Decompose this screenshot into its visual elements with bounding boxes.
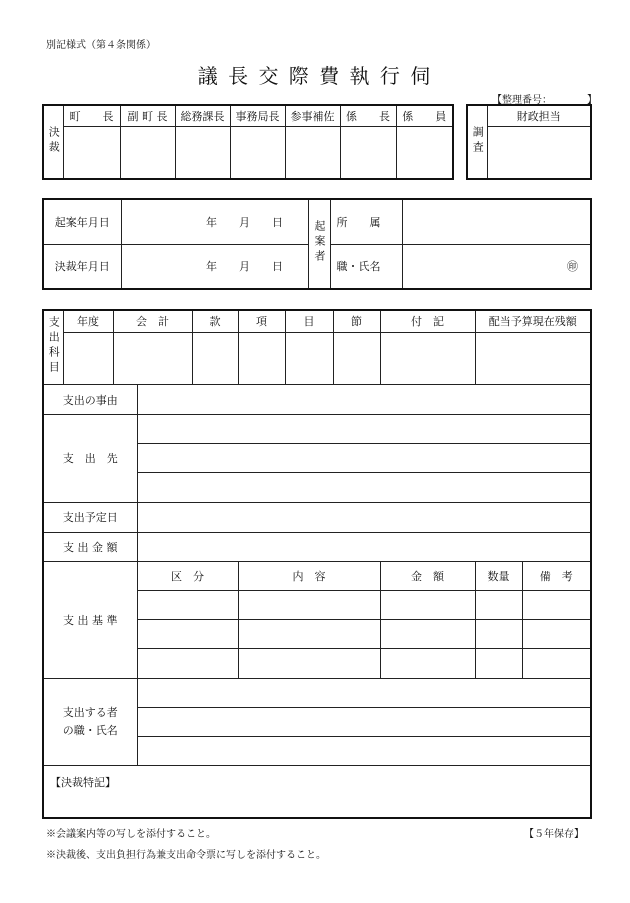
approval-stamp-cell[interactable] [120,126,175,179]
approval-stamp-cell[interactable] [285,126,340,179]
criteria-cell[interactable] [137,620,238,649]
payee-field[interactable] [137,473,591,502]
account-cell[interactable] [63,332,113,384]
approval-stamp-cell[interactable] [175,126,230,179]
approval-col-chief: 係 長 [340,105,396,126]
reason-field[interactable] [137,384,591,414]
special-notes-field[interactable] [43,766,591,818]
amount-field[interactable] [137,532,591,561]
payee-label: 支 出 先 [43,415,137,503]
account-col-note: 付 記 [380,310,475,332]
payee-field[interactable] [137,444,591,473]
approval-stamp-cell[interactable] [340,126,396,179]
review-col-finance: 財政担当 [487,105,591,126]
approval-table [42,104,454,180]
approval-col-secretariat: 事務局長 [230,105,285,126]
criteria-cell[interactable] [475,649,522,678]
approval-label: 決裁 [43,105,63,179]
spender-field[interactable] [137,736,591,765]
account-col-accounting: 会 計 [113,310,192,332]
approval-col-staff: 係 員 [396,105,453,126]
draft-date-field[interactable]: 年 月 日 [121,199,308,244]
account-col-year: 年度 [63,310,113,332]
spender-label: 支出する者 の職・氏名 [43,678,137,766]
footer-note-after-decision: ※決裁後、支出負担行為兼支出命令票に写しを添付すること。 [46,850,326,861]
account-cell[interactable] [380,332,475,384]
criteria-col-category: 区 分 [137,561,238,590]
criteria-cell[interactable] [380,591,475,620]
footer-note-attach: ※会議案内等の写しを添付すること。 [46,829,216,840]
name-label: 職・氏名 [330,244,402,289]
review-stamp-cell[interactable] [487,126,591,179]
seal-mark: ㊞ [567,260,578,274]
review-table [466,104,592,180]
special-notes-label: 【決裁特記】 [50,776,116,790]
criteria-col-content: 内 容 [238,561,380,590]
decision-date-label: 決裁年月日 [43,244,121,289]
department-field[interactable] [402,199,591,244]
draft-date-label: 起案年月日 [43,199,121,244]
criteria-col-amount: 金 額 [380,561,475,590]
drafter-label: 起案者 [308,199,330,289]
department-label: 所 属 [330,199,402,244]
criteria-cell[interactable] [238,620,380,649]
payee-field[interactable] [137,415,591,444]
account-col-kou: 項 [238,310,285,332]
retention-period: 【５年保存】 [524,829,584,840]
criteria-cell[interactable] [380,620,475,649]
approval-stamp-cell[interactable] [230,126,285,179]
spender-field[interactable] [137,707,591,736]
scheduled-date-field[interactable] [137,502,591,532]
account-cell[interactable] [192,332,238,384]
reference-number-label: 【整理番号： 】 [492,95,597,106]
criteria-cell[interactable] [475,620,522,649]
approval-stamp-cell[interactable] [396,126,453,179]
account-cell[interactable] [285,332,333,384]
criteria-cell[interactable] [475,591,522,620]
criteria-cell[interactable] [137,591,238,620]
account-cell[interactable] [475,332,591,384]
account-col-moku: 目 [285,310,333,332]
review-label: 調査 [467,105,487,179]
decision-date-field[interactable]: 年 月 日 [121,244,308,289]
approval-stamp-cell[interactable] [63,126,120,179]
criteria-col-quantity: 数量 [475,561,522,590]
approval-col-deputy-mayor: 副 町 長 [120,105,175,126]
approval-col-mayor: 町 長 [63,105,120,126]
criteria-cell[interactable] [522,649,591,678]
account-cell[interactable] [113,332,192,384]
dates-table [42,198,592,290]
criteria-cell[interactable] [522,620,591,649]
criteria-cell[interactable] [238,649,380,678]
account-col-setsu: 節 [333,310,380,332]
amount-label: 支 出 金 額 [43,532,137,561]
page-title: 議 長 交 際 費 執 行 伺 [197,64,433,88]
criteria-cell[interactable] [380,649,475,678]
criteria-cell[interactable] [238,591,380,620]
name-field[interactable] [402,244,591,289]
scheduled-date-label: 支出予定日 [43,502,137,532]
account-col-kan: 款 [192,310,238,332]
account-cell[interactable] [333,332,380,384]
form-note: 別記様式（第４条関係） [46,40,156,51]
approval-col-general-affairs: 総務課長 [175,105,230,126]
reason-label: 支出の事由 [43,384,137,414]
criteria-cell[interactable] [137,649,238,678]
account-label: 支出科目 [43,310,63,384]
criteria-col-remarks: 備 考 [522,561,591,590]
account-cell[interactable] [238,332,285,384]
criteria-label: 支 出 基 準 [43,561,137,678]
expenditure-table [42,309,592,819]
approval-col-counselor: 参事補佐 [285,105,340,126]
spender-field[interactable] [137,678,591,707]
criteria-cell[interactable] [522,591,591,620]
account-col-budget-balance: 配当予算現在残額 [475,310,591,332]
